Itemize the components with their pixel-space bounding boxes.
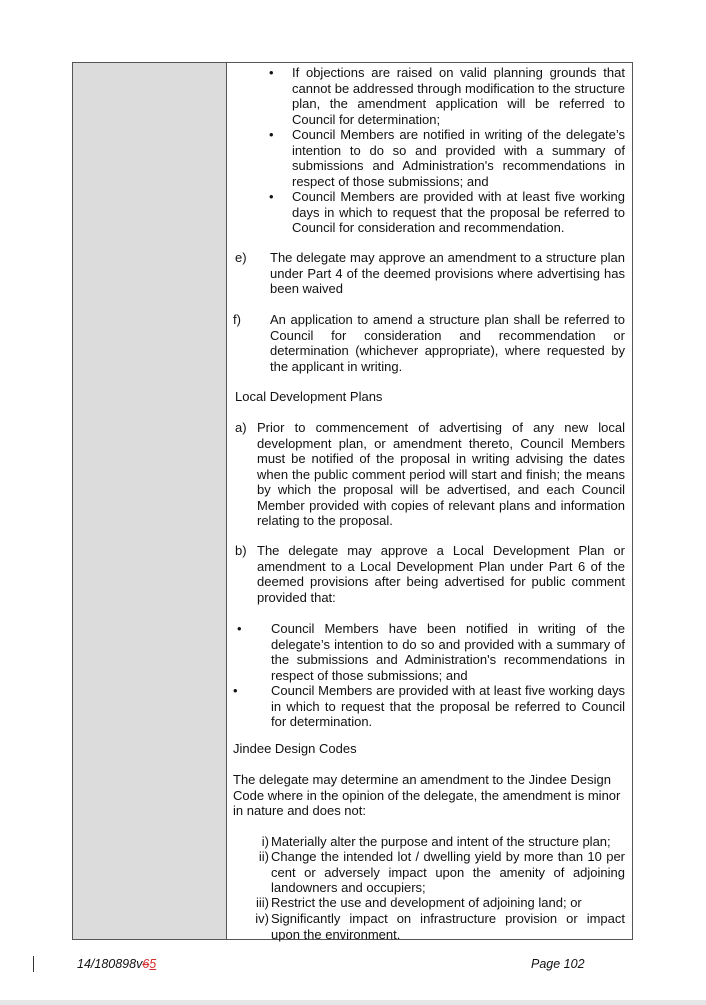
item-marker: b) — [235, 543, 247, 558]
doc-reference — [77, 957, 156, 973]
bullet-icon: • — [233, 683, 238, 698]
item-text: Significantly impact on infrastructure provision or impact upon the environment. — [271, 911, 625, 942]
item-marker: a) — [235, 420, 247, 435]
doc-ref-base: 14/180898v — [77, 957, 143, 971]
list-item — [269, 65, 625, 127]
delegation-table — [72, 62, 633, 940]
page-number: Page 102 — [531, 957, 585, 971]
list-item — [269, 127, 625, 189]
doc-ref-inserted: 5 — [149, 957, 157, 971]
item-text: Change the intended lot / dwelling yield by more than 10 per cent or adversely impact upon the amenity of adjoining landowners and occupiers; — [271, 849, 625, 895]
jindee-item-iv — [255, 911, 625, 942]
jindee-item-ii — [255, 849, 625, 896]
list-item — [233, 683, 625, 730]
item-marker: iii) — [256, 895, 269, 910]
jindee-item-i — [255, 834, 625, 850]
item-text: Prior to commencement of advertising of any new local development plan, or amendment thereto, Council Members must be notified of the proposal in writing advising the dates when the public comment period will start and finish; the means by which the proposal will be advertised, and each Council Member provided with copies of relevant plans and information relating to the proposal. — [257, 420, 625, 528]
item-text: Materially alter the purpose and intent of the structure plan; — [271, 834, 611, 849]
item-marker: e) — [235, 250, 247, 265]
bullet-icon: • — [269, 65, 274, 80]
list-item — [269, 189, 625, 236]
jindee-intro: The delegate may determine an amendment to the Jindee Design Code where in the opinion of the delegate, the amendment is minor in nature and does not: — [233, 772, 621, 818]
jindee-heading: Jindee Design Codes — [233, 741, 357, 756]
item-text: The delegate may approve an amendment to a structure plan under Part 4 of the deemed provisions where advertising has been waived — [270, 250, 625, 296]
jindee-item-iii — [255, 895, 625, 911]
structure-plan-item-e — [235, 250, 625, 297]
doc-ref-deleted: 6 — [142, 957, 150, 971]
bullet-icon: • — [237, 621, 242, 636]
table-left-column — [73, 63, 227, 939]
item-text: An application to amend a structure plan shall be referred to Council for consideration and recommendation or determination (whichever appropriate), where requested by the applicant in writing. — [270, 312, 625, 374]
item-text: The delegate may approve a Local Development Plan or amendment to a Local Development Plan under Part 6 of the deemed provisions after being advertised for public comment provided that: — [257, 543, 625, 605]
structure-plan-bullet-3: Council Members are provided with at least five working days in which to request that the proposal be referred to Council for consideration and recommendation. — [292, 189, 625, 235]
list-item — [237, 621, 625, 683]
item-marker: iv) — [255, 911, 269, 926]
structure-plan-bullet-2: Council Members are notified in writing of the delegate’s intention to do so and provided with a summary of submissions and Administration's recommendations in respect of those submissions; and — [292, 127, 625, 189]
ldp-heading: Local Development Plans — [235, 389, 383, 404]
revision-bar — [33, 956, 34, 972]
ldp-item-b — [235, 543, 625, 605]
item-marker: f) — [233, 312, 241, 327]
structure-plan-bullet-1: If objections are raised on valid planning grounds that cannot be addressed through modification to the structure plan, the amendment application will be referred to Council for determination; — [292, 65, 625, 127]
item-text: Restrict the use and development of adjoining land; or — [271, 895, 582, 910]
ldp-bullet-1: Council Members have been notified in writing of the delegate’s intention to do so and provided with a summary of the submissions and Administration's recommendations in respect of those submissions; and — [271, 621, 625, 683]
item-marker: i) — [261, 834, 269, 849]
structure-plan-item-f — [233, 312, 625, 374]
bullet-icon: • — [269, 127, 274, 142]
bullet-icon: • — [269, 189, 274, 204]
page-bottom-edge — [0, 1000, 706, 1005]
item-marker: ii) — [258, 849, 269, 864]
ldp-item-a — [235, 420, 625, 529]
table-right-column — [227, 63, 632, 942]
ldp-bullet-2: Council Members are provided with at least five working days in which to request that the proposal be referred to Council for determination. — [271, 683, 625, 729]
